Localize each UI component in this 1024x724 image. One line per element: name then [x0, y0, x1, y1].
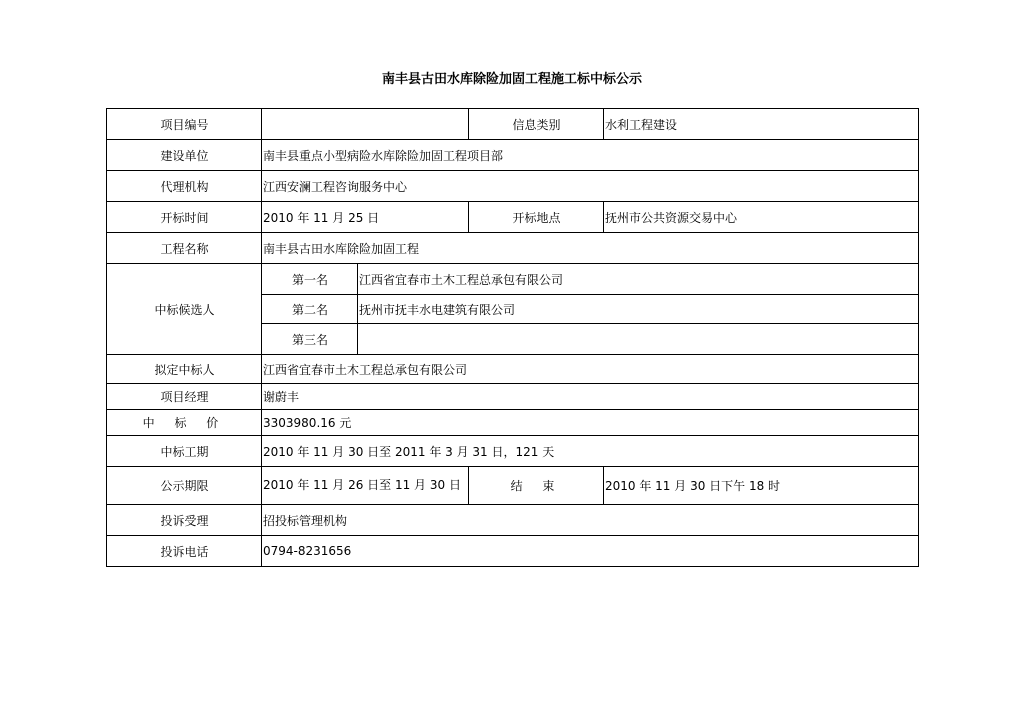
- table-row: [107, 171, 919, 202]
- open-place-value: 抚州市公共资源交易中心: [604, 202, 919, 233]
- publicity-value: 2010 年 11 月 26 日至 11 月 30 日: [262, 467, 469, 505]
- builder-value: 南丰县重点小型病险水库除险加固工程项目部: [262, 140, 919, 171]
- bid-result-table: [106, 108, 919, 567]
- table-row: [107, 202, 919, 233]
- publicity-label: 公示期限: [107, 467, 262, 505]
- open-place-label: 开标地点: [469, 202, 604, 233]
- table-row: [107, 536, 919, 567]
- table-row: [107, 264, 919, 295]
- candidate-name: 抚州市抚丰水电建筑有限公司: [358, 295, 919, 324]
- open-time-label: 开标时间: [107, 202, 262, 233]
- price-label: 中 标 价: [107, 410, 262, 436]
- duration-value: 2010 年 11 月 30 日至 2011 年 3 月 31 日，121 天: [262, 436, 919, 467]
- proposed-winner-value: 江西省宜春市土木工程总承包有限公司: [262, 355, 919, 384]
- candidate-rank: 第一名: [262, 264, 358, 295]
- proposed-winner-label: 拟定中标人: [107, 355, 262, 384]
- manager-value: 谢蔚丰: [262, 384, 919, 410]
- complaint-label: 投诉受理: [107, 505, 262, 536]
- page-title: 南丰县古田水库除险加固工程施工标中标公示: [381, 72, 642, 87]
- manager-label: 项目经理: [107, 384, 262, 410]
- table-row: [107, 109, 919, 140]
- candidates-label: 中标候选人: [107, 264, 262, 355]
- project-name-label: 工程名称: [107, 233, 262, 264]
- phone-label: 投诉电话: [107, 536, 262, 567]
- table-row: [107, 355, 919, 384]
- table-row: [107, 140, 919, 171]
- candidate-rank: 第三名: [262, 324, 358, 355]
- table-row: [107, 410, 919, 436]
- phone-value: 0794-8231656: [262, 536, 919, 567]
- project-no-value: [262, 109, 469, 140]
- table-row: [107, 384, 919, 410]
- end-label: 结 束: [469, 467, 604, 505]
- table-row: [107, 436, 919, 467]
- end-value: 2010 年 11 月 30 日下午 18 时: [604, 467, 919, 505]
- duration-label: 中标工期: [107, 436, 262, 467]
- project-name-value: 南丰县古田水库除险加固工程: [262, 233, 919, 264]
- table-row: [107, 467, 919, 505]
- candidate-rank: 第二名: [262, 295, 358, 324]
- info-category-label: 信息类别: [469, 109, 604, 140]
- table-row: [107, 505, 919, 536]
- price-value: 3303980.16 元: [262, 410, 919, 436]
- project-no-label: 项目编号: [107, 109, 262, 140]
- complaint-value: 招投标管理机构: [262, 505, 919, 536]
- candidate-name: 江西省宜春市土木工程总承包有限公司: [358, 264, 919, 295]
- agency-value: 江西安澜工程咨询服务中心: [262, 171, 919, 202]
- info-category-value: 水利工程建设: [604, 109, 919, 140]
- open-time-value: 2010 年 11 月 25 日: [262, 202, 469, 233]
- agency-label: 代理机构: [107, 171, 262, 202]
- candidate-name: [358, 324, 919, 355]
- table-row: [107, 233, 919, 264]
- builder-label: 建设单位: [107, 140, 262, 171]
